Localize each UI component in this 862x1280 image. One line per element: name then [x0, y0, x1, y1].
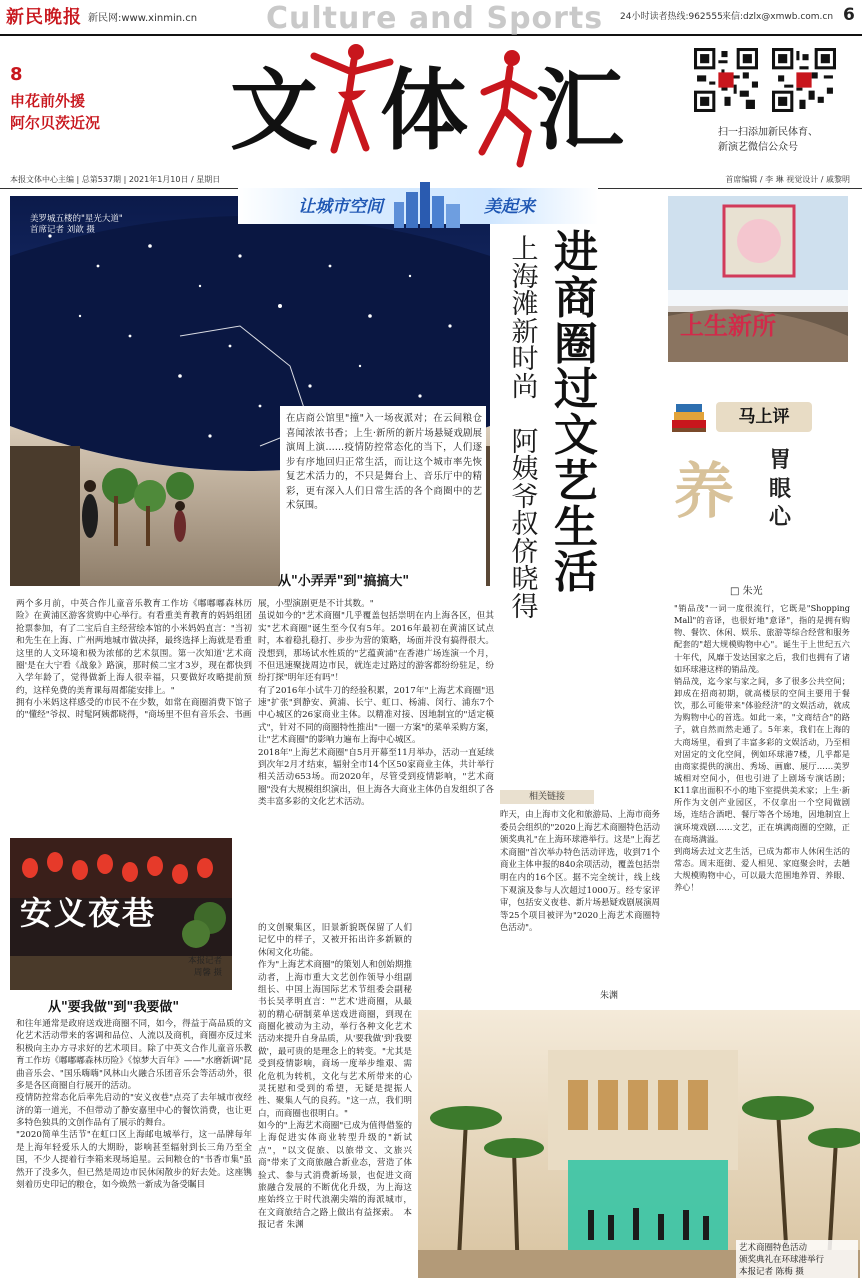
related-link-text: 昨天，由上海市文化和旅游局、上海市商务委员会组织的"2020上海艺术商圈特色活动颁奖典礼"在上海环球港举行。这是"上海艺术商圈"首次举办特色活动评选，收到71个商业主体申报的840余项活动，覆盖包括崇明在内的16个区。据不完全统计，线上线下观演及参与人次超过1000万。经专家评审，包括安义夜巷、新片场悬疑戏剧展演周等25个项目被评为"2020上海艺术商圈特色活动"。 [500, 809, 660, 933]
headline-char: 圈 [554, 318, 598, 370]
qr-code-arts-icon[interactable] [772, 48, 836, 112]
hall-photo-caption: 艺术商圈特色活动 颁奖典礼在环球港举行 本报记者 陈梅 摄 [736, 1240, 858, 1278]
subhead-char: 海 [511, 261, 539, 293]
commentary-big-char: 养 [674, 457, 734, 527]
anyi-sign: 安义夜巷 [20, 894, 157, 932]
subhead-char: 时 [511, 344, 539, 376]
teaser-line-1[interactable]: 申花前外援 [10, 92, 86, 110]
teaser-page-number: 8 [10, 64, 23, 85]
section-title-en: Culture and Sports [266, 1, 604, 36]
award-hall-photo[interactable] [418, 1010, 860, 1278]
commentary-title-char: 心 [768, 504, 791, 531]
qr-code-sports-icon[interactable] [694, 48, 758, 112]
headline-char: 进 [554, 227, 598, 278]
subhead-char: 尚 [511, 371, 539, 403]
headline-char: 活 [554, 547, 598, 599]
commentary-text: "销品茂"一词一度很流行，它既是"Shopping Mall"的音译，也很好地"意译"，指的是拥有购物、餐饮、休闲、娱乐、旅游等综合经营和服务配套的"超大规模购物中心"。诞生于上世纪五六十年代，风靡于发达国家之后，我们也拥有了诸如环球港这样的销品茂。 销品茂，迄今家与家之间，多了很多公共空间；卸成在招商初期，就高楼层的空间主要用于餐饮，那么可能带来"体验经济"的文娱活动，就成为购物中心的首选。如此一来，"文商结合"的路子，就自然而然走通了。5年来，我们在上海的大商场里，看到了丰富多彩的文娱活动，乃至相对固定的文化空间，例如环球港7楼，几乎都是由商家提供的演出、秀场、画廊、展厅……美罗城相对空间小，但也引进了上剧场专演话剧；K11拿出面积不小的地下室提供美术家；上生·新所作为文创产业园区，不仅拿出一个空间做剧场，连结合酒吧、餐厅等各个场地，因地制宜上演环境戏剧……文艺，正在填满商圈的空隙，正在商场满溢。 到商场去过文艺生活，已成为都市人休闲生活的常态。周末逛街、爱人相见、家庭聚会时，去趟大规模购物中心，可以最大范围地养胃、养眼、养心！ [674, 603, 850, 893]
headline-char: 过 [554, 364, 598, 416]
article-column-2a: 展，小型演剧更是不计其数。" 虽说如今的"艺术商圈"几乎覆盖包括崇明在内上海各区，但其实"艺术商圈"诞生至今仅有5年。2016年最初在黄浦区试点时，本着稳扎稳打、步步为营的策略，场面并没有搞得很大。没想到，那场试水性质的"艺蕴黄浦"在香港广场连演一个月，不但迅速聚拢周边市民，就连走过路过的游客都纷纷驻足，纷纷打探"明年还有吗"！ 有了2016年小试牛刀的经验积累，2017年"上海艺术商圈"迅速"扩张"到静安、黄浦、长宁、虹口、杨浦、闵行、浦东7个中心城区的26家商业主体。以精准对接、因地制宜的"适定模式"，针对不同的商圈特性推出"一圈一方案"的菜单采购方案，让"艺术商圈"的影响力遍布上海中心城区。 2018年"上海艺术商圈"自5月开幕至11月举办，活动一直延续到次年2月才结束，辐射全市14个区50家商业主体，共计举行相关活动653场。而2020年，尽管受到疫情影响，"艺术商圈"没有大规模组织演出，但上海各大商业主体仍自发组织了各类丰富多彩的文化艺术活动。 [258, 599, 494, 807]
books-icon [668, 396, 712, 436]
qr-caption-2: 新演艺微信公众号 [718, 142, 798, 153]
slogan-banner [238, 180, 598, 228]
reader-hotline: 24小时读者热线:962555 [620, 12, 723, 22]
website-url[interactable]: 新民网:www.xinmin.cn [88, 13, 198, 24]
masthead-char-2: 体 [380, 58, 469, 162]
commentary-tag: 马上评 [716, 402, 812, 432]
subhead-char: 叔 [511, 509, 539, 541]
subhead-char: 上 [511, 234, 539, 265]
related-link-tag: 相关链接 [500, 790, 594, 804]
anyi-photo-caption: 本报记者 周馨 摄 [188, 956, 223, 978]
subhead-char: 晓 [511, 564, 539, 596]
mall-photo-caption: 美罗城五楼的"星光大道" 首席记者 刘歆 摄 [30, 214, 123, 236]
newspaper-brand[interactable]: 新民晚报 [6, 7, 82, 28]
related-link-author: 朱渊 [600, 991, 619, 1001]
editor-info: 本报文体中心主编 | 总第537期 | 2021年1月10日 / 星期日 [10, 175, 221, 184]
article-column-1b: 和往年通常是政府送戏进商圈不同，如今，得益于高品质的文化艺术活动带来的客调和品位、人流以及商机，商圈亦反过来积极向主办方寻求好的艺术项目。除了中英文合作儿童音乐教育工作坊《嘟嘟嘟森林历险》《惊梦大百年》——"水磨新调"昆曲音乐会、"国乐嗨嗨"风林山火融合乐团音乐会等活动外，很多是各区商圈自行展开的活动。 疫情防控常态化后率先启动的"安义夜巷"点亮了去年城市夜经济的第一道光，不但带动了静安嘉里中心的餐饮消费，也让更多特色独具的文创作品有了展示的舞台。 "2020简单生活节"在虹口区上海邮电城举行，这一品牌每年是上海年轻爱乐人的大期盼，影响甚至辐射到长三角乃至全国，不少人提着行李箱来现场追星。云间粮仓的"书香市集"虽然开了没多久，但已然是周边市民休闲散步的好去处。这座镌刻着历史印记的粮仓，如今焕然一新成为备受瞩目 [16, 1019, 252, 1190]
page-number: 6 [843, 5, 855, 25]
headline-char: 文 [554, 410, 598, 461]
subhead-char: 侪 [511, 536, 539, 568]
masthead-char-3: 汇 [536, 58, 625, 162]
reader-email[interactable]: 来信:dzlx@xmwb.com.cn [722, 12, 834, 22]
teaser-line-2[interactable]: 阿尔贝茨近况 [10, 114, 101, 132]
section-heading-1: 从"小弄弄"到"搞搞大" [278, 574, 410, 589]
subhead-char: 爷 [511, 481, 539, 513]
subhead-char: 得 [511, 591, 539, 623]
commentary-title [760, 446, 800, 532]
lead-paragraph: 在店商公馆里"撞"入一场夜派对；在云间粮仓喜闻浓浓书香；上生·新所的新片场悬疑戏剧展演周上演……疫情防控常态化的当下，人们逐步有序地回归正常生活，而让这个城市率先恢复艺术活力的，不只是舞台上、音乐厅中的精彩，更有深入人们日常生活的各个商圈中的艺术氛围。 [286, 413, 482, 512]
city-skyline-icon [388, 180, 468, 228]
subhead-char [508, 401, 542, 429]
subhead-char: 阿 [511, 426, 539, 458]
article-column-1a: 两个多月前，中英合作儿童音乐教育工作坊《嘟嘟嘟森林历险》在黄浦区游客赏购中心举行。有看重美育教育的妈妈组团抢票参加，有了二宝后自主经营绘本馆的小米妈妈直言："当初和先生在上海、广州两地城市做决择，最终选择上海就是看重这里的人文环境和极为浓郁的艺术氛围。第一次知道'艺术商圈'是在大宁看《战象》路演，那时候二宝才3岁，现在都快到入学年龄了，觉得做新上海人很幸福，只要做好攻略提前预约，这样免费的美育课每周都能安排上。" 拥有小米妈这样感受的市民不在少数，如常在商圈消费下馆子的"懂经"爷叔、时髦阿姨都晓得，"商场里不但有音乐会、书画 [16, 599, 252, 721]
commentary-title-char: 眼 [768, 475, 791, 502]
headline-char: 生 [554, 501, 598, 553]
headline-char: 艺 [554, 455, 598, 507]
section-heading-2: 从"要我做"到"我要做" [48, 1000, 180, 1015]
main-headline [546, 227, 606, 599]
subhead-char: 姨 [511, 454, 539, 486]
subheadline [508, 236, 542, 621]
commentary-author: □ 朱光 [730, 586, 763, 597]
article-column-2b: 的文创聚集区，旧景新貌既保留了人们记忆中的样子，又被开拓出许多新颖的休闲文化功能。 作为"上海艺术商圈"的策划人和创始期推动者，上海市重大文艺创作领导小组副组长、中国上海国际艺术节组委会副秘书长吴孝明直言："'艺术'进商圈，从最初的精心研制菜单送戏进商圈，到现在商圈化被动为主动，举行各种文化艺术活动来提升自身品质，从'要我做'到'我要做'，最可贵的是理念上的转变。"尤其是受到疫情影响，商场一度举步维艰、需化危机为转机，文化与艺术所带来的心灵抚慰和受到的希望，无疑是提振人性、聚集人气的良药。"这一点，我们明白，而商圈也很明白。" 如今的"上海艺术商圈"已成为值得借鉴的上海促进实体商业转型升级的"新试点"，"以文促旅、以旅带文、文旅兴商"带来了文商旅融合新业态，营造了体验式、参与式消费新场景，也促进文商旅融合发展的不断优化升级，为上海这座始终立于时代浪潮尖端的海派城市，在文商旅结合之路上做出有益探索。 本报记者 朱渊 [258, 923, 413, 1230]
headline-char: 商 [554, 272, 598, 324]
commentary-title-char: 胃 [768, 447, 791, 473]
designer-info: 首席编辑 / 李 琳 视觉设计 / 戚黎明 [725, 175, 850, 184]
masthead-char-1: 文 [230, 58, 319, 162]
circle-sign: 上生新所 [680, 311, 776, 340]
subhead-char: 新 [511, 316, 539, 348]
slogan-part-2: 美起来 [484, 197, 535, 217]
slogan-part-1: 让城市空间 [298, 197, 383, 217]
subhead-char: 滩 [511, 289, 539, 321]
masthead [230, 38, 630, 170]
qr-caption-1: 扫一扫添加新民体育、 [718, 127, 818, 138]
